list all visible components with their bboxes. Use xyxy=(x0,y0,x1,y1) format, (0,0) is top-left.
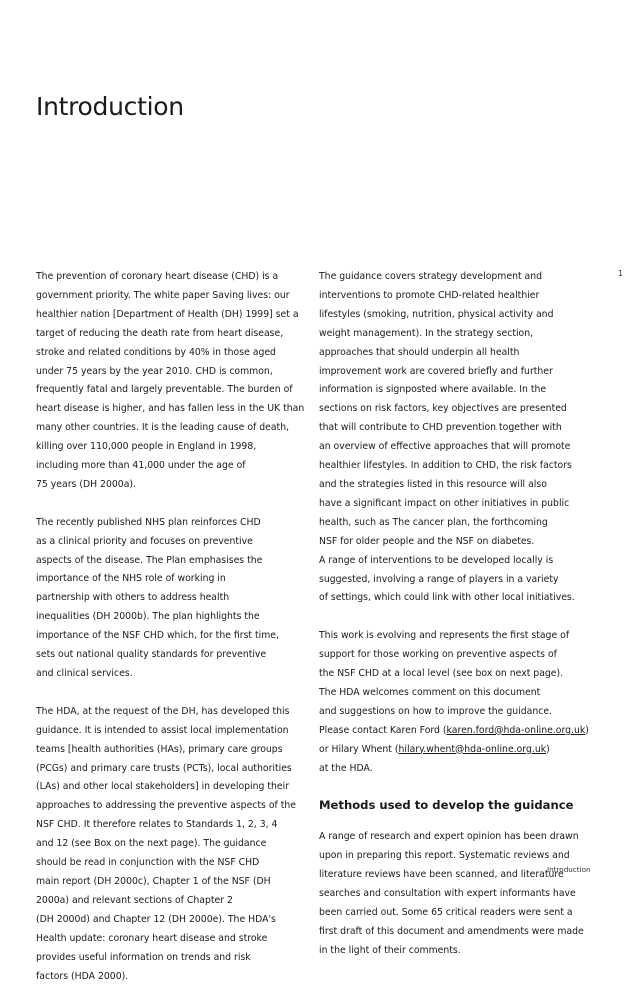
text-line: The guidance covers strategy development and xyxy=(319,268,601,287)
text-line: NSF for older people and the NSF on diabetes. xyxy=(319,533,601,552)
text-line: and clinical services. xyxy=(36,665,308,684)
text-line: The HDA, at the request of the DH, has developed this xyxy=(36,703,308,722)
contact-line-karen xyxy=(319,722,601,741)
text-line: upon in preparing this report. Systematic reviews and xyxy=(319,847,601,866)
text-line: that will contribute to CHD prevention together with xyxy=(319,419,601,438)
right-column-intro xyxy=(319,268,601,722)
text-line: interventions to promote CHD-related healthier xyxy=(319,287,601,306)
text-line: sections on risk factors, key objectives are presented xyxy=(319,400,601,419)
text-line: heart disease is higher, and has fallen less in the UK than xyxy=(36,400,308,419)
text-line: partnership with others to address health xyxy=(36,589,308,608)
text-line: provides useful information on trends and risk xyxy=(36,949,308,968)
contact-line-hda: at the HDA. xyxy=(319,760,601,779)
contact-text: ) xyxy=(546,744,550,755)
text-line: have a significant impact on other initiatives in public xyxy=(319,495,601,514)
text-line: weight management). In the strategy section, xyxy=(319,325,601,344)
text-line: of settings, which could link with other local initiatives. xyxy=(319,589,601,608)
text-line: the NSF CHD at a local level (see box on next page). xyxy=(319,665,601,684)
paragraph-break xyxy=(36,495,308,514)
contact-text: Please contact Karen Ford ( xyxy=(319,725,447,736)
text-line: including more than 41,000 under the age of xyxy=(36,457,308,476)
text-line: improvement work are covered briefly and further xyxy=(319,363,601,382)
text-line: stroke and related conditions by 40% in those aged xyxy=(36,344,308,363)
email-link-karen-ford[interactable]: karen.ford@hda-online.org.uk xyxy=(447,725,586,736)
text-line: an overview of effective approaches that will promote xyxy=(319,438,601,457)
text-line: government priority. The white paper Saving lives: our xyxy=(36,287,308,306)
text-line: healthier lifestyles. In addition to CHD, the risk factors xyxy=(319,457,601,476)
text-line: importance of the NSF CHD which, for the first time, xyxy=(36,627,308,646)
text-line: healthier nation [Department of Health (DH) 1999] set a xyxy=(36,306,308,325)
text-line: approaches to addressing the preventive aspects of the xyxy=(36,797,308,816)
text-line: information is signposted where available. In the xyxy=(319,381,601,400)
text-line: (DH 2000d) and Chapter 12 (DH 2000e). The HDA's xyxy=(36,911,308,930)
text-line: guidance. It is intended to assist local implementation xyxy=(36,722,308,741)
left-column xyxy=(36,268,308,986)
text-line: many other countries. It is the leading cause of death, xyxy=(36,419,308,438)
text-line: target of reducing the death rate from heart disease, xyxy=(36,325,308,344)
text-line: killing over 110,000 people in England in 1998, xyxy=(36,438,308,457)
text-line: The HDA welcomes comment on this document xyxy=(319,684,601,703)
text-line: factors (HDA 2000). xyxy=(36,968,308,986)
text-line: health, such as The cancer plan, the forthcoming xyxy=(319,514,601,533)
text-line: (PCGs) and primary care trusts (PCTs), local authorities xyxy=(36,760,308,779)
right-column xyxy=(319,268,601,961)
page-title: Introduction xyxy=(36,92,184,121)
contact-line-hilary xyxy=(319,741,601,760)
text-line: searches and consultation with expert informants have xyxy=(319,885,601,904)
text-line: This work is evolving and represents the first stage of xyxy=(319,627,601,646)
text-line: under 75 years by the year 2010. CHD is common, xyxy=(36,363,308,382)
text-line: and 12 (see Box on the next page). The guidance xyxy=(36,835,308,854)
text-line: aspects of the disease. The Plan emphasises the xyxy=(36,552,308,571)
page-number: 1 xyxy=(618,269,623,278)
methods-body xyxy=(319,828,601,960)
text-line: Health update: coronary heart disease and stroke xyxy=(36,930,308,949)
text-line: A range of interventions to be developed locally is xyxy=(319,552,601,571)
text-line: in the light of their comments. xyxy=(319,942,601,961)
paragraph-break xyxy=(319,608,601,627)
text-line: should be read in conjunction with the NSF CHD xyxy=(36,854,308,873)
email-link-hilary-whent[interactable]: hilary.whent@hda-online.org.uk xyxy=(399,744,547,755)
page-footer: Introduction xyxy=(547,865,591,874)
paragraph-break xyxy=(36,684,308,703)
text-line: The recently published NHS plan reinforces CHD xyxy=(36,514,308,533)
text-line: first draft of this document and amendments were made xyxy=(319,923,601,942)
methods-heading: Methods used to develop the guidance xyxy=(319,796,601,814)
text-line: approaches that should underpin all health xyxy=(319,344,601,363)
text-line: and the strategies listed in this resource will also xyxy=(319,476,601,495)
text-line: The prevention of coronary heart disease (CHD) is a xyxy=(36,268,308,287)
text-line: teams [health authorities (HAs), primary care groups xyxy=(36,741,308,760)
text-line: been carried out. Some 65 critical readers were sent a xyxy=(319,904,601,923)
text-line: (LAs) and other local stakeholders] in developing their xyxy=(36,778,308,797)
text-line: support for those working on preventive aspects of xyxy=(319,646,601,665)
text-line: as a clinical priority and focuses on preventive xyxy=(36,533,308,552)
text-line: literature reviews have been scanned, and literature xyxy=(319,866,601,885)
text-line: main report (DH 2000c), Chapter 1 of the NSF (DH xyxy=(36,873,308,892)
text-line: sets out national quality standards for preventive xyxy=(36,646,308,665)
text-line: inequalities (DH 2000b). The plan highlights the xyxy=(36,608,308,627)
text-line: frequently fatal and largely preventable. The burden of xyxy=(36,381,308,400)
text-line: 75 years (DH 2000a). xyxy=(36,476,308,495)
text-line: lifestyles (smoking, nutrition, physical activity and xyxy=(319,306,601,325)
text-line: importance of the NHS role of working in xyxy=(36,570,308,589)
contact-text: ) xyxy=(585,725,589,736)
text-line: A range of research and expert opinion has been drawn xyxy=(319,828,601,847)
text-line: NSF CHD. It therefore relates to Standards 1, 2, 3, 4 xyxy=(36,816,308,835)
text-line: 2000a) and relevant sections of Chapter 2 xyxy=(36,892,308,911)
text-line: suggested, involving a range of players in a variety xyxy=(319,571,601,590)
text-line: and suggestions on how to improve the guidance. xyxy=(319,703,601,722)
contact-text: or Hilary Whent ( xyxy=(319,744,399,755)
